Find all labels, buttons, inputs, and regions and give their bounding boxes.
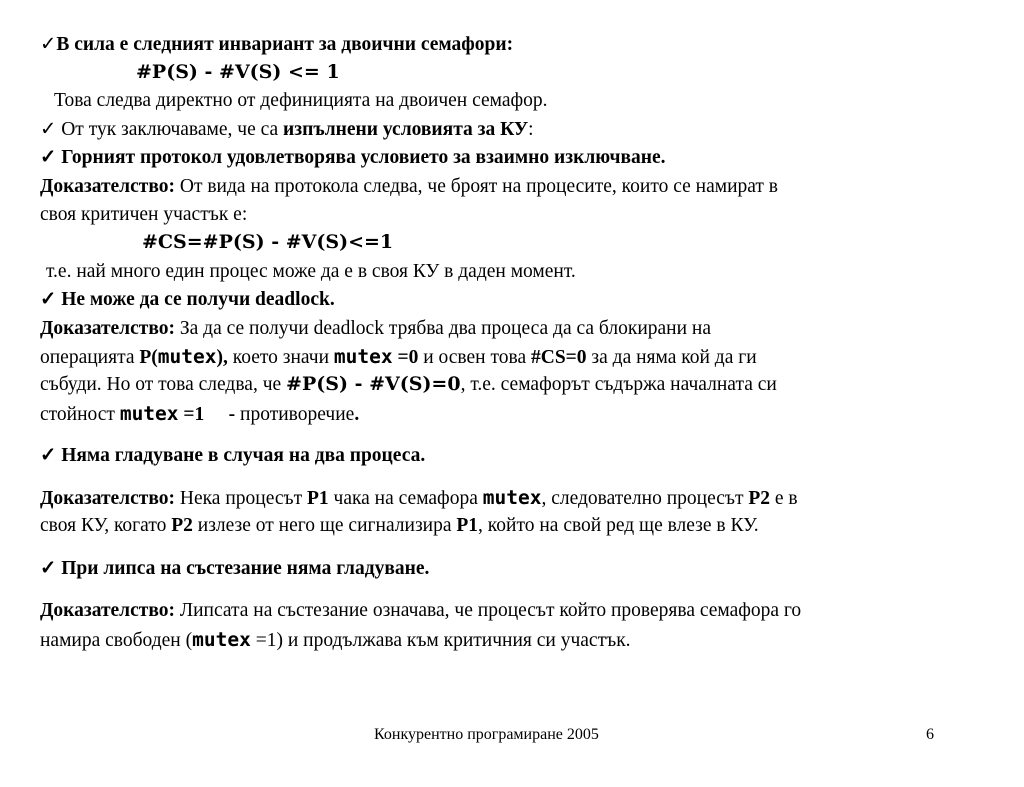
deadlock-statement [40,286,335,313]
text: mutex [482,486,542,509]
text: Липсата на състезание означава, че процесът който проверява семафора го [175,600,802,621]
check-icon: ✓ [40,445,57,466]
text: операцията [40,347,140,368]
deadlock-text: Не може да се получи deadlock. [56,289,335,310]
proof-2-line-4 [40,400,359,428]
no-contention-statement [40,555,429,582]
text: =1 [178,404,205,425]
conditions-bold: изпълнени условията за КУ [283,119,529,140]
page-number: 6 [926,726,934,743]
text: Нека процесът [175,488,307,509]
text: събуди. Но от това следва, че [40,374,287,395]
text: и освен това [418,347,531,368]
text: излезе от него ще сигнализира [192,515,457,536]
text: ), [216,347,228,368]
text: - [204,404,241,425]
text: #P(S) - #V(S)=0 [286,373,461,395]
text: . [354,404,360,425]
conditions-text: От тук заключаваме, че са [56,119,284,140]
text: mutex [192,628,251,651]
proof-label: Доказателство: [40,176,175,197]
text: противоречие [240,404,355,425]
text: чака на семафора [328,488,483,509]
text: =1) и продължава към критичния си участък. [250,630,631,651]
text: , следователно процесът [541,488,749,509]
proof-3-line-2 [40,512,759,539]
text: своя КУ, когато [40,515,172,536]
proof-text: За да се получи deadlock трябва два процеса да са блокирани на [175,318,711,339]
proof-4-line-1 [40,597,801,624]
starvation-two-text: Няма гладуване в случая на два процеса. [56,445,426,466]
starvation-two-statement [40,442,425,469]
proof-2-line-1 [40,315,711,342]
check-icon: ✓ [40,119,57,140]
text: #CS=0 [531,347,587,368]
proof-1-line-1 [40,173,778,200]
proof-label: Доказателство: [40,600,175,621]
mutual-exclusion-text: Горният протокол удовлетворява условието за взаимно изключване. [56,147,666,168]
text: P1 [456,515,479,536]
invariant-statement [40,31,513,58]
invariant-note: Това следва директно от дефиницията на двоичен семафор. [54,90,548,111]
check-icon: ✓ [40,289,57,310]
proof-3-line-1 [40,484,798,512]
mutual-exclusion-statement [40,144,666,171]
text: P1 [306,488,329,509]
cs-formula: #CS=#P(S) - #V(S)<=1 [142,231,394,253]
text: е в [770,488,798,509]
check-icon: ✓ [40,34,57,55]
slide-content [40,0,1000,787]
proof-4-line-2 [40,626,631,654]
check-icon: ✓ [40,558,57,579]
invariant-formula: #P(S) - #V(S) <= 1 [136,61,340,83]
text: P2 [748,488,771,509]
invariant-text: В сила е следният инвариант за двоични семафори: [56,34,514,55]
proof-2-line-2 [40,343,757,371]
text: стойност [40,404,120,425]
proof-text: От вида на протокола следва, че броят на процесите, които се намират в [175,176,779,197]
proof-label: Доказателство: [40,488,175,509]
proof-1-line-2: своя критичен участък е: [40,204,248,225]
text: , който на свой ред ще влезе в КУ. [478,515,759,536]
text: mutex [157,345,217,368]
text: =0 [392,347,419,368]
proof-label: Доказателство: [40,318,175,339]
conditions-colon: : [528,119,534,140]
text: което значи [227,347,334,368]
text: P2 [171,515,193,536]
text: mutex [333,345,393,368]
proof-1-note: т.е. най много един процес може да е в своя КУ в даден момент. [46,261,576,282]
conditions-statement [40,116,534,143]
text: P( [139,347,158,368]
text: mutex [119,402,179,425]
footer-title: Конкурентно програмиране 2005 [374,726,599,743]
no-contention-text: При липса на състезание няма гладуване. [56,558,430,579]
text: , т.е. семафорът съдържа началната си [460,374,777,395]
text: за да няма кой да ги [586,347,757,368]
check-icon: ✓ [40,147,57,168]
proof-2-line-3 [40,371,777,398]
text: намира свободен ( [40,630,193,651]
